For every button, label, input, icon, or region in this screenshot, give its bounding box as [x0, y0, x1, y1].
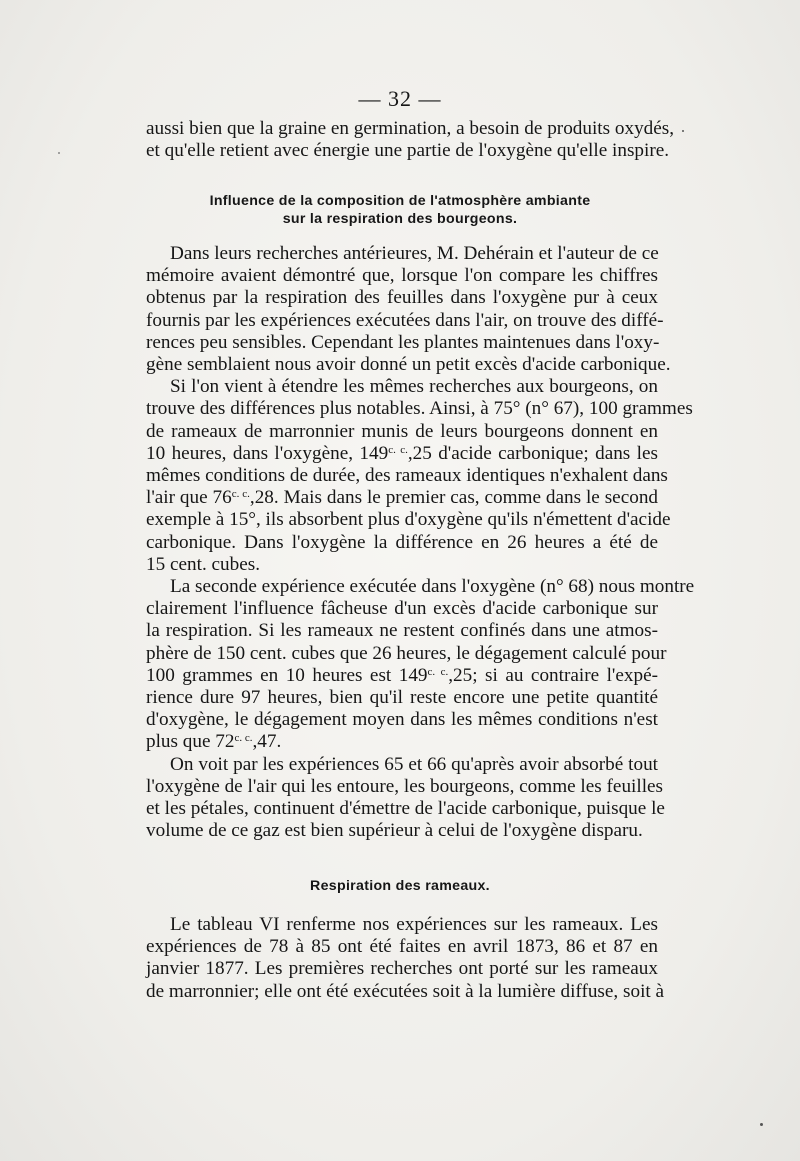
text-line: Dans leurs recherches antérieures, M. Dehérain et l'auteur de ce	[170, 243, 659, 264]
text-line: phère de 150 cent. cubes que 26 heures, le dégagement calculé pour	[146, 642, 667, 664]
text-line: plus que $72^{c. c.},47$.	[146, 731, 282, 753]
text-line: fournis par les expériences exécutées dans l'air, on trouve des diffé-	[146, 309, 664, 331]
section-heading-influence	[0, 193, 800, 228]
text-line: rences peu sensibles. Cependant les plantes maintenues dans l'oxy-	[146, 331, 660, 353]
text-line: exemple à 15°, ils absorbent plus d'oxygène qu'ils n'émettent d'acide	[146, 509, 671, 531]
paragraph-5	[146, 914, 665, 1003]
text-line: mémoire avaient démontré que, lorsque l'on compare les chiffres	[146, 265, 658, 287]
section2-body	[146, 914, 665, 1003]
text-line: janvier 1877. Les premières recherches ont porté sur les rameaux	[146, 958, 658, 980]
text-line: et qu'elle retient avec énergie une partie de l'oxygène qu'elle inspire.	[146, 140, 670, 162]
text-line: aussi bien que la graine en germination, a besoin de produits oxydés,	[146, 118, 675, 139]
paragraph-4	[146, 753, 665, 843]
text-line: de rameaux de marronnier munis de leurs bourgeons donnent en	[146, 420, 658, 442]
intro-paragraph	[146, 118, 675, 162]
heading-line: Influence de la composition de l'atmosphère ambiante	[209, 193, 591, 209]
text-line: Le tableau VI renferme nos expériences sur les rameaux. Les	[170, 914, 658, 935]
text-line: l'oxygène de l'air qui les entoure, les bourgeons, comme les feuilles	[146, 775, 664, 797]
text-line: Si l'on vient à étendre les mêmes recherches aux bourgeons, on	[170, 376, 658, 398]
section1-body	[146, 243, 695, 842]
text-line: 15 cent. cubes.	[146, 553, 261, 575]
text-line: 100 grammes en 10 heures est $149^{c. c.},25$; si au contraire l'expé-	[146, 664, 658, 686]
paragraph-1	[146, 243, 671, 376]
text-line: On voit par les expériences 65 et 66 qu'après avoir absorbé tout	[170, 753, 658, 775]
scan-speck	[58, 152, 60, 154]
text-line: gène semblaient nous avoir donné un petit excès d'acide carbonique.	[146, 354, 671, 376]
text-line: 10 heures, dans l'oxygène, $149^{c. c.},25$ d'acide carbonique; dans les	[146, 442, 658, 464]
text-line: l'air que $76^{c. c.},28$. Mais dans le premier cas, comme dans le second	[146, 487, 659, 509]
scan-speck	[760, 1123, 763, 1126]
text-line: La seconde expérience exécutée dans l'oxygène (n° 68) nous montre	[170, 576, 695, 598]
text-line: volume de ce gaz est bien supérieur à celui de l'oxygène disparu.	[146, 820, 643, 842]
page-number: — 32 —	[358, 86, 442, 111]
text-line: expériences de 78 à 85 ont été faites en avril 1873, 86 et 87 en	[146, 936, 658, 958]
paragraph-3	[146, 576, 695, 754]
section-heading-rameaux: Respiration des rameaux.	[310, 878, 490, 894]
scan-speck	[682, 130, 684, 132]
text-line: la respiration. Si les rameaux ne restent confinés dans une atmos-	[146, 620, 658, 642]
text-line: trouve des différences plus notables. Ainsi, à 75° (n° 67), 100 grammes	[146, 398, 693, 420]
text-line: mêmes conditions de durée, des rameaux identiques n'exhalent dans	[146, 465, 668, 487]
text-line: d'oxygène, le dégagement moyen dans les mêmes conditions n'est	[146, 709, 658, 731]
text-line: carbonique. Dans l'oxygène la différence en 26 heures a été de	[146, 531, 658, 553]
text-line: de marronnier; elle ont été exécutées soit à la lumière diffuse, soit à	[146, 980, 665, 1002]
text-line: rience dure 97 heures, bien qu'il reste encore une petite quantité	[146, 687, 658, 709]
text-line: obtenus par la respiration des feuilles dans l'oxygène pur à ceux	[146, 287, 658, 309]
heading-line: sur la respiration des bourgeons.	[282, 210, 518, 227]
paragraph-2	[146, 376, 693, 576]
text-line: clairement l'influence fâcheuse d'un excès d'acide carbonique sur	[146, 598, 658, 620]
text-line: et les pétales, continuent d'émettre de l'acide carbonique, puisque le	[146, 798, 665, 820]
